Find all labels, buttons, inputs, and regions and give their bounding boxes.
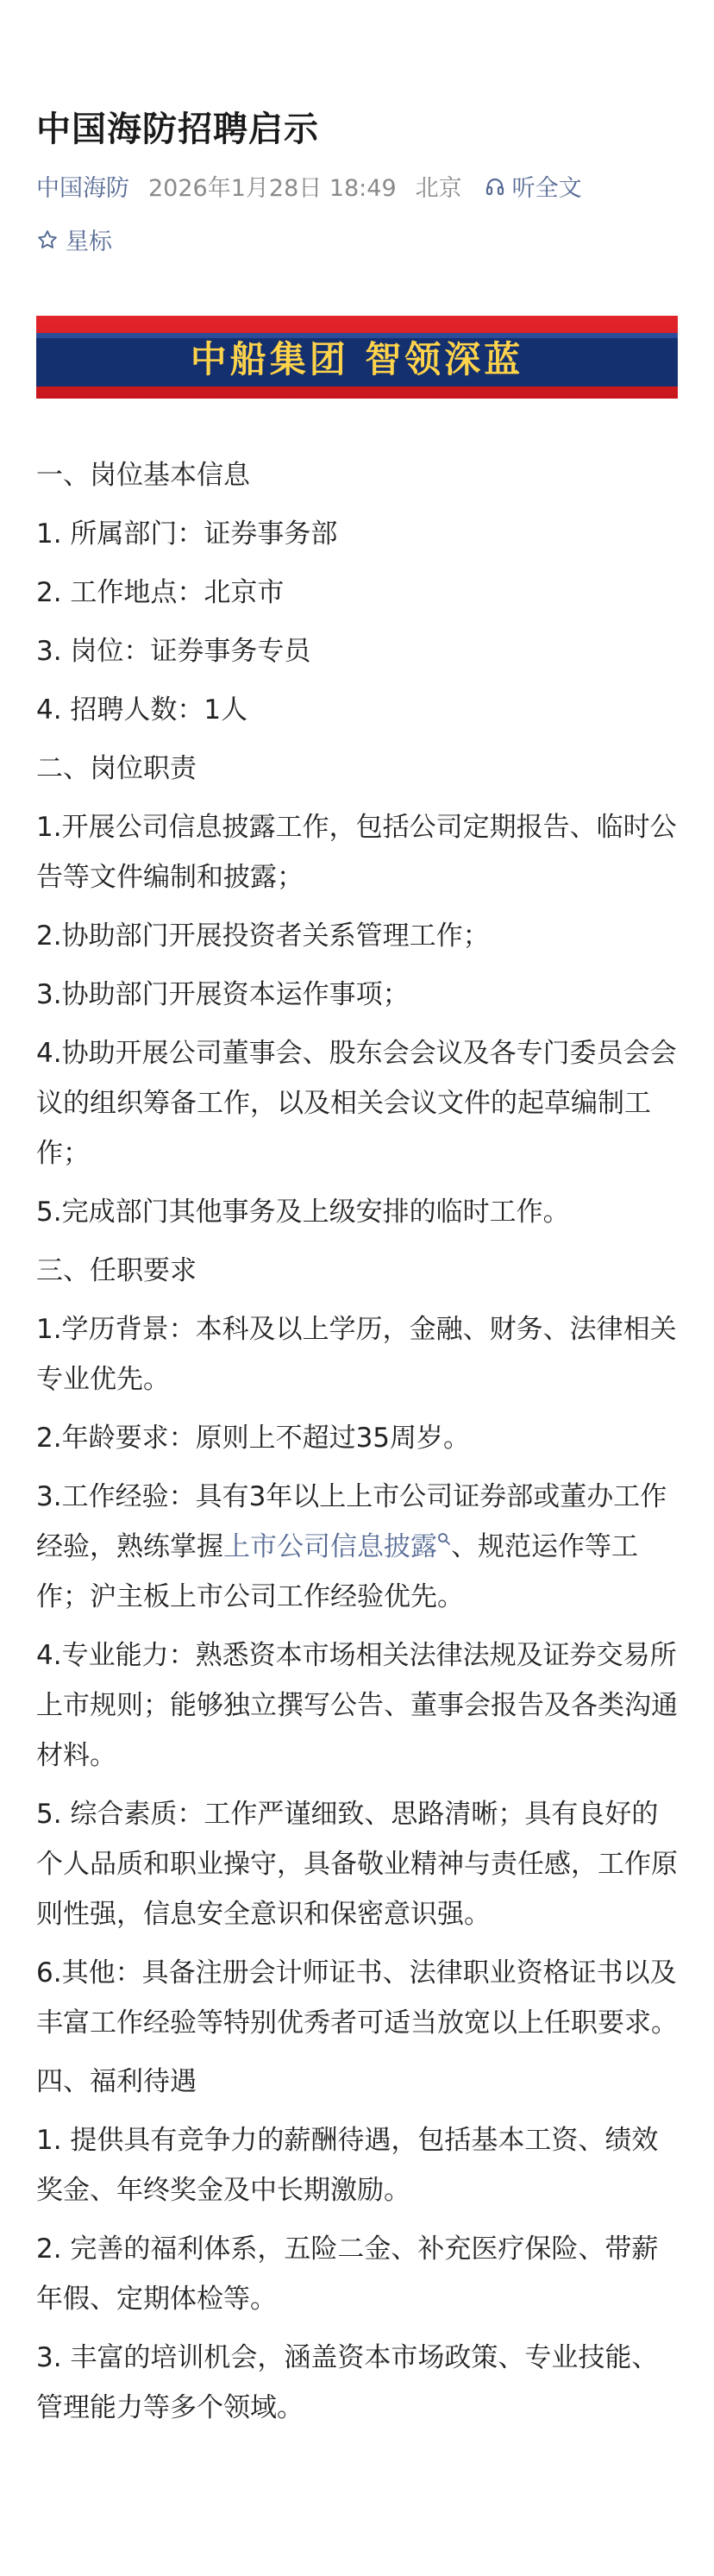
- body-paragraph: 4. 招聘人数：1人: [36, 694, 248, 726]
- publish-location: 北京: [415, 175, 462, 202]
- section-heading: 一、岗位基本信息: [36, 460, 250, 491]
- body-paragraph: 2. 完善的福利体系，五险二金、补充医疗保险、带薪年假、定期体检等。: [36, 2234, 659, 2315]
- body-paragraph: 6.其他：具备注册会计师证书、法律职业资格证书以及丰富工作经验等特别优秀者可适当放宽以上任职要求。: [36, 1957, 678, 2039]
- body-paragraph: [36, 1472, 678, 1622]
- body-paragraph: 2. 工作地点：北京市: [36, 577, 285, 608]
- body-paragraph: 3. 丰富的培训机会，涵盖资本市场政策、专业技能、管理能力等多个领域。: [36, 2342, 659, 2423]
- publish-date: 2026年1月28日 18:49: [148, 175, 397, 202]
- banner-image: [36, 316, 678, 399]
- paragraph-text: 3.工作经验：具有3年以上上市公司证券部或董办工作经验，熟练掌握: [36, 1481, 667, 1562]
- star-label: 星标: [66, 229, 112, 255]
- body-paragraph: 1.开展公司信息披露工作，包括公司定期报告、临时公告等文件编制和披露；: [36, 812, 677, 893]
- body-paragraph: 2.年龄要求：原则上不超过35周岁。: [36, 1423, 471, 1454]
- article-body: [36, 450, 678, 2441]
- paragraph-text: 、规范运作等工作；沪主板上市公司工作经验优先。: [36, 1531, 638, 1612]
- body-paragraph: 4.专业能力：熟悉资本市场相关法律法规及证券交易所上市规则；能够独立撰写公告、董事会报告及各类沟通材料。: [36, 1640, 678, 1771]
- section-heading: 三、任职要求: [36, 1255, 197, 1286]
- search-link-text: 上市公司信息披露: [223, 1531, 437, 1562]
- section-heading: 四、福利待遇: [36, 2066, 197, 2097]
- body-paragraph: 1.学历背景：本科及以上学历，金融、财务、法律相关专业优先。: [36, 1314, 677, 1395]
- star-icon: [36, 229, 59, 251]
- article-title: 中国海防招聘启示: [36, 110, 319, 149]
- body-paragraph: 2.协助部门开展投资者关系管理工作；: [36, 920, 490, 952]
- listen-label: 听全文: [511, 175, 582, 202]
- section-heading: 二、岗位职责: [36, 753, 197, 784]
- body-paragraph: 3.协助部门开展资本运作事项；: [36, 979, 410, 1010]
- headphones-icon: [485, 176, 505, 197]
- body-paragraph: 1. 提供具有竞争力的薪酬待遇，包括基本工资、绩效奖金、年终奖金及中长期激励。: [36, 2125, 659, 2206]
- body-paragraph: 3. 岗位：证券事务专员: [36, 636, 311, 667]
- body-paragraph: 5.完成部门其他事务及上级安排的临时工作。: [36, 1197, 570, 1228]
- star-button[interactable]: [36, 223, 112, 256]
- search-link[interactable]: [223, 1531, 451, 1562]
- search-icon: [437, 1532, 451, 1546]
- body-paragraph: 4.协助开展公司董事会、股东会会议及各专门委员会会议的组织筹备工作，以及相关会议文件的起草编制工作；: [36, 1038, 677, 1169]
- body-paragraph: 1. 所属部门：证券事务部: [36, 518, 338, 550]
- banner-slogan: 中船集团 智领深蓝: [190, 338, 524, 380]
- body-paragraph: 5. 综合素质：工作严谨细致、思路清晰；具有良好的个人品质和职业操守，具备敬业精神与责任感，工作原则性强，信息安全意识和保密意识强。: [36, 1799, 678, 1930]
- listen-button[interactable]: [485, 169, 582, 203]
- account-name-link[interactable]: 中国海防: [36, 175, 129, 202]
- article-meta: [36, 169, 582, 203]
